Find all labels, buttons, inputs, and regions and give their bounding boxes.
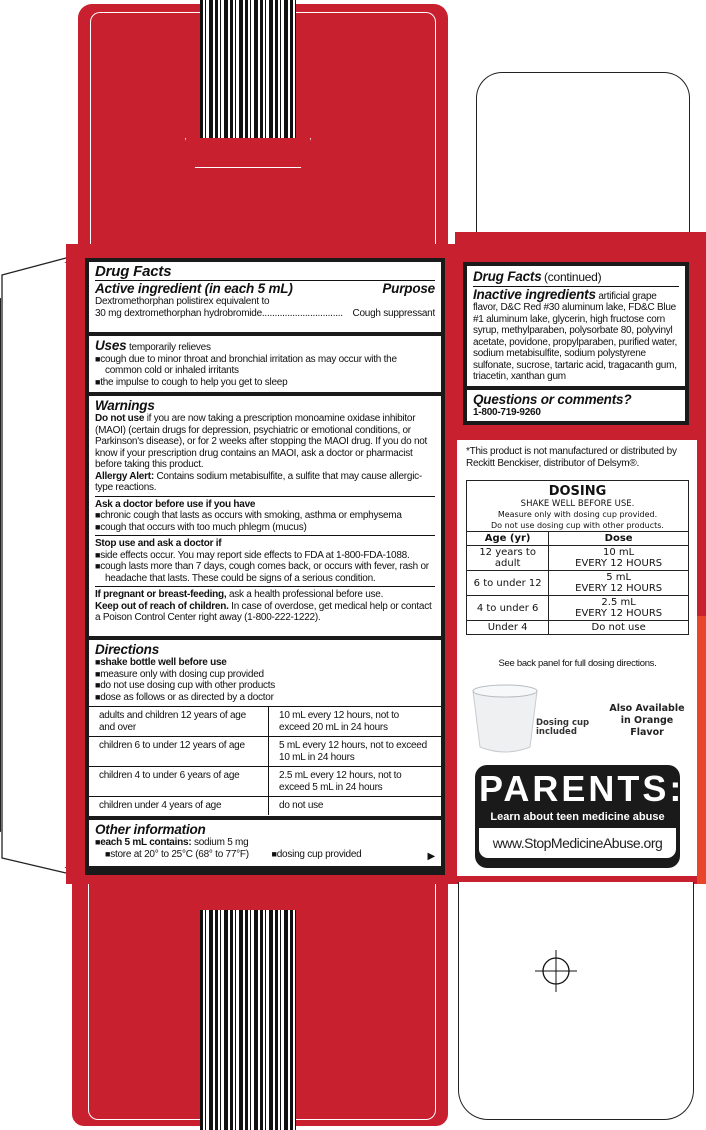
active-ingredient-section [89, 262, 441, 332]
dosing-footer: See back panel for full dosing directions. [498, 658, 657, 669]
right-panel-orange-edge [697, 616, 706, 884]
continued-title: Drug Facts [473, 269, 542, 284]
drug-facts-panel [85, 258, 445, 875]
uses-section [89, 336, 441, 392]
tuck-slot [185, 138, 311, 168]
ask-doctor-item: ■ cough that occurs with too much phlegm (mucus) [95, 522, 435, 534]
warnings-section [89, 396, 441, 636]
dose-amount: 10 mL [603, 547, 635, 558]
uses-item: ■ the impulse to cough to help you get to sleep [95, 377, 435, 389]
ask-doctor-heading: Ask a doctor before use if you have [95, 498, 256, 510]
parents-title: PARENTS: [479, 768, 685, 809]
phone-number: 1-800-719-9260 [473, 406, 541, 418]
dosing-line: Measure only with dosing cup provided. [497, 510, 658, 519]
age-cell: 12 years to adult [467, 546, 549, 571]
table-row [89, 707, 441, 737]
store-text: ■ store at 20° to 25°C (68° to 77°F) [95, 849, 249, 860]
directions-dose-table [89, 706, 441, 815]
registration-crosshair-icon [535, 950, 577, 992]
directions-item: ■ shake bottle well before use [95, 657, 435, 669]
dose-cell [549, 596, 688, 621]
table-row [467, 621, 688, 635]
continued-suffix: (continued) [544, 270, 602, 284]
parents-url-link[interactable]: www.StopMedicineAbuse.org [479, 828, 676, 858]
age-cell: children 6 to under 12 years of age [89, 737, 269, 767]
disclaimer: *This product is not manufactured or distributed by Reckitt Benckiser, distributor of Delsym®. [466, 446, 677, 469]
dosing-line: Do not use dosing cup with other products. [491, 521, 664, 530]
age-cell: Under 4 [467, 621, 549, 635]
also-available: Also Available in Orange Flavor [609, 703, 685, 738]
table-row [89, 737, 441, 767]
other-label: each 5 mL contains: [100, 837, 192, 848]
dose-cell [549, 571, 688, 596]
warnings-heading: Warnings [95, 398, 155, 413]
table-row [467, 596, 688, 621]
table-row [89, 797, 441, 815]
directions-item: ■ do not use dosing cup with other products [95, 680, 435, 692]
active-heading: Active ingredient (in each 5 mL) [95, 281, 293, 296]
keep-out-label: Keep out of reach of children. [95, 600, 229, 612]
other-text: sodium 5 mg [193, 837, 249, 848]
directions-item: ■ measure only with dosing cup provided [95, 669, 435, 681]
barcode-bottom [200, 910, 296, 1130]
dosing-line: SHAKE WELL BEFORE USE. [520, 499, 635, 509]
do-not-use-text: if you are now taking a prescription monoamine oxidase inhibitor (MAOI) (certain drugs for depression, psychiatric or emotional conditions, or Parkinson's disease), or for 2 weeks after stopping the MAOI drug. If you do not know if your prescription drug contains an MAOI, ask a doctor or pharmacist before taking this product. [95, 413, 428, 470]
dose-cell: 5 mL every 12 hours, not to exceed 10 mL in 24 hours [269, 737, 441, 767]
pregnant-label: If pregnant or breast-feeding, [95, 589, 227, 600]
table-row [89, 767, 441, 797]
dosing-cup-icon [470, 683, 540, 755]
cup-label: Dosing cup included [536, 718, 590, 737]
dose-amount: 5 mL [606, 572, 632, 583]
questions-section [467, 390, 685, 422]
dose-frequency: EVERY 12 HOURS [575, 608, 663, 619]
right-top-flap [476, 72, 690, 234]
cup-text: ■ dosing cup provided [262, 849, 362, 860]
table-row [467, 546, 688, 571]
parents-badge [475, 765, 685, 868]
stop-use-item: ■ cough lasts more than 7 days, cough comes back, or occurs with fever, rash or headache that lasts. These could be signs of a serious condition. [95, 561, 435, 584]
directions-heading: Directions [95, 642, 160, 657]
dosing-box [466, 480, 689, 635]
active-line-1: Dextromethorphan polistirex equivalent to [95, 296, 270, 307]
table-header [467, 532, 688, 546]
inactive-section [467, 266, 685, 386]
allergy-label: Allergy Alert: [95, 470, 154, 482]
age-cell: 4 to under 6 [467, 596, 549, 621]
dose-frequency: EVERY 12 HOURS [575, 558, 663, 569]
col-age: Age (yr) [467, 532, 549, 546]
glue-flap-lines [0, 255, 70, 875]
dosing-title: DOSING [548, 484, 607, 499]
inactive-heading: Inactive ingredients [473, 286, 596, 302]
active-line-2: 30 mg dextromethorphan hydrobromide................................ [95, 307, 343, 319]
inactive-text: artificial grape flavor, D&C Red #30 aluminum lake, FD&C Blue #1 aluminum lake, glycerin, high fructose corn syrup, methylparaben, polysorbate 80, polyvinyl acetate, povidone, propylparaben, purified water, sodium metabisulfite, sodium polystyrene sulfonate, sucrose, tartaric acid, tragacanth gum, triacetin, xanthan gum [473, 290, 678, 382]
uses-item: ■ cough due to minor throat and bronchial irritation as may occur with the common cold or inhaled irritants [95, 354, 435, 377]
dose-frequency: EVERY 12 HOURS [575, 583, 663, 594]
directions-section [89, 640, 441, 816]
uses-intro: temporarily relieves [129, 342, 211, 353]
age-cell: 6 to under 12 [467, 571, 549, 596]
purpose-text: Cough suppressant [352, 307, 435, 319]
allergy-text: Contains sodium metabisulfite, a sulfite that may cause allergic-type reactions. [95, 470, 422, 493]
stop-use-item: ■ side effects occur. You may report side effects to FDA at 1-800-FDA-1088. [95, 550, 435, 562]
other-heading: Other information [95, 822, 206, 837]
drug-facts-continued-panel [463, 262, 689, 425]
barcode-top [200, 0, 296, 142]
stop-use-heading: Stop use and ask a doctor if [95, 538, 222, 549]
dose-cell: do not use [269, 797, 441, 815]
pregnant-text: ask a health professional before use. [228, 589, 384, 600]
dosing-table [467, 531, 688, 634]
dose-cell [549, 546, 688, 571]
directions-item: ■ dose as follows or as directed by a doctor [95, 692, 435, 704]
questions-heading: Questions or comments? [473, 391, 632, 407]
dose-cell: 2.5 mL every 12 hours, not to exceed 5 mL in 24 hours [269, 767, 441, 797]
dose-cell: Do not use [549, 621, 688, 635]
do-not-use-label: Do not use [95, 413, 145, 424]
uses-heading: Uses [95, 338, 127, 353]
ask-doctor-item: ■ chronic cough that lasts as occurs with smoking, asthma or emphysema [95, 510, 435, 522]
continue-arrow-icon: ▶ [427, 850, 435, 862]
age-cell: children under 4 years of age [89, 797, 269, 815]
parents-subtitle: Learn about teen medicine abuse [490, 811, 665, 823]
age-cell: adults and children 12 years of age and over [89, 707, 269, 737]
age-cell: children 4 to under 6 years of age [89, 767, 269, 797]
right-bottom-flap [458, 882, 694, 1120]
dose-amount: 2.5 mL [601, 597, 636, 608]
keep-out-text: In case of overdose, get medical help or contact a Poison Control Center right away (1-800-222-1222). [95, 600, 432, 623]
other-info-section [89, 820, 441, 866]
table-row [467, 571, 688, 596]
dose-cell: 10 mL every 12 hours, not to exceed 20 mL in 24 hours [269, 707, 441, 737]
drug-facts-title: Drug Facts [95, 264, 435, 281]
col-dose: Dose [549, 532, 688, 546]
purpose-heading: Purpose [382, 281, 435, 296]
